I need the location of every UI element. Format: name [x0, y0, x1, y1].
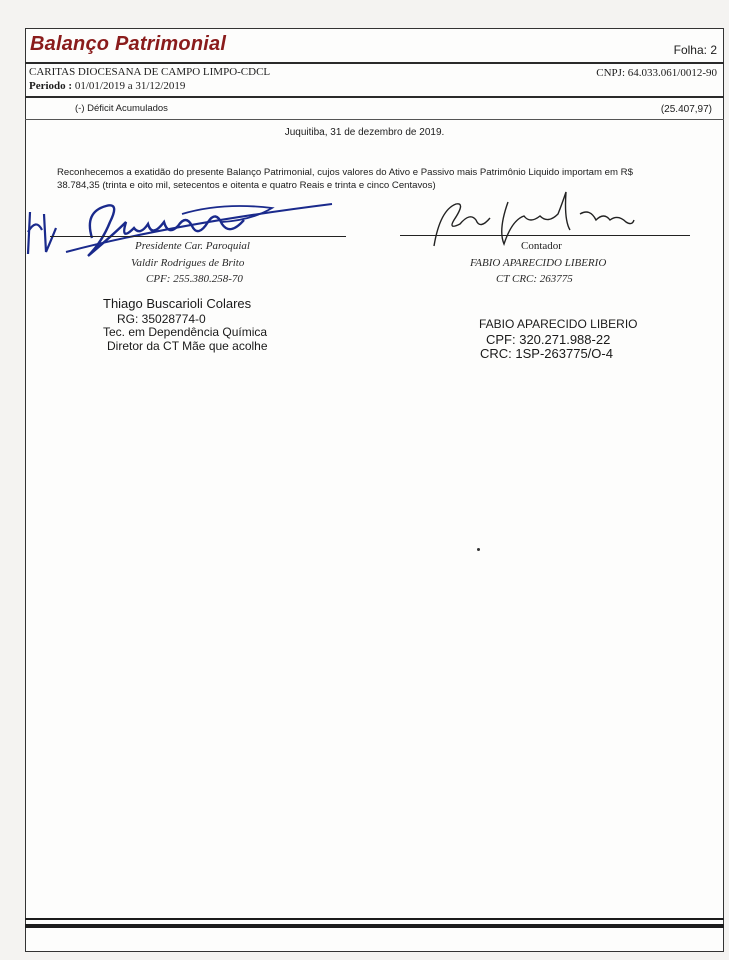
right-signatory-name: FABIO APARECIDO LIBERIO — [470, 257, 607, 269]
document-title: Balanço Patrimonial — [30, 33, 227, 55]
left-signatory-role: Presidente Car. Paroquial — [135, 240, 250, 252]
left-signatory-name: Valdir Rodrigues de Brito — [131, 257, 245, 269]
place-date: Juquitiba, 31 de dezembro de 2019. — [284, 127, 445, 138]
header-bottom-divider — [25, 96, 724, 98]
stamp-right-cpf: CPF: 320.271.988-22 — [486, 332, 611, 347]
statement-line-1: Reconhecemos a exatidão do presente Balanço Patrimonial, cujos valores do Ativo e Passivo mais Patrimônio Liquido importam em R$ — [57, 167, 633, 178]
statement-line-2: 38.784,35 (trinta e oito mil, setecentos e oitenta e quatro Reais e trinta e cinco Centavos) — [57, 180, 436, 191]
stamp-left-rg: RG: 35028774-0 — [117, 312, 206, 326]
entity-name: CARITAS DIOCESANA DE CAMPO LIMPO-CDCL — [29, 66, 271, 78]
deficit-label: (-) Déficit Acumulados — [75, 103, 168, 114]
ink-speck — [477, 548, 480, 551]
statement-text — [57, 166, 691, 192]
sheet-number: Folha: 2 — [673, 43, 717, 57]
period-value: 01/01/2019 a 31/12/2019 — [74, 80, 186, 92]
stamp-left-title: Tec. em Dependência Química — [103, 325, 268, 339]
header-divider — [25, 62, 724, 64]
footer-rule-thick — [25, 924, 724, 928]
stamp-left-name: Thiago Buscarioli Colares — [103, 296, 252, 311]
stamp-right-name: FABIO APARECIDO LIBERIO — [479, 317, 638, 331]
handwritten-signature-left — [22, 192, 342, 264]
right-signatory-crc: CT CRC: 263775 — [496, 273, 573, 285]
signature-line-right — [400, 235, 690, 236]
period-line — [29, 80, 185, 92]
period-label: Periodo : — [29, 80, 73, 92]
signature-line-left — [50, 236, 346, 237]
footer-rule-thin — [25, 918, 724, 920]
left-signatory-cpf: CPF: 255.380.258-70 — [146, 273, 243, 285]
stamp-right-crc: CRC: 1SP-263775/O-4 — [480, 346, 613, 361]
section-divider — [25, 119, 724, 120]
stamp-left-role: Diretor da CT Mãe que acolhe — [107, 339, 268, 353]
right-signatory-role: Contador — [521, 240, 562, 252]
deficit-value: (25.407,97) — [660, 104, 712, 115]
cnpj-number: CNPJ: 64.033.061/0012-90 — [596, 67, 717, 79]
